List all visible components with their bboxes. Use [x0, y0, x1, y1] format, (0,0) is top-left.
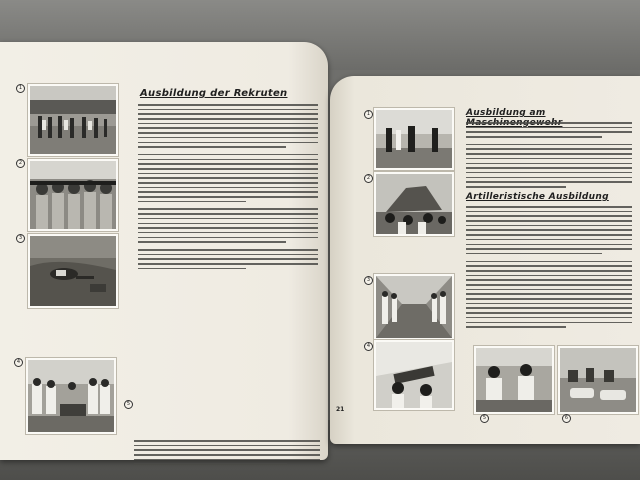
page-number: 21 — [336, 406, 345, 413]
photo-marching-recruits — [28, 84, 118, 156]
right-album-page — [330, 76, 640, 444]
left-album-page — [0, 42, 328, 460]
photo-gunners-loading — [374, 340, 454, 410]
photo-ship-gun-crew — [374, 172, 454, 236]
photo-sailors-with-shells — [474, 346, 554, 414]
photo-number-badge: 6 — [562, 414, 571, 423]
photo-field-exercise — [28, 234, 118, 308]
photo-ship-corridor — [374, 274, 454, 340]
photo-number-badge: 3 — [16, 234, 25, 243]
photo-officers-on-deck — [374, 108, 454, 170]
photo-deck-with-guns — [558, 346, 638, 414]
photo-number-badge: 5 — [480, 414, 489, 423]
photo-number-badge: 4 — [14, 358, 23, 367]
photo-number-badge: 1 — [364, 110, 373, 119]
right-text-block-2 — [466, 206, 632, 331]
left-text-bottom-block — [134, 440, 320, 468]
photo-number-badge: 1 — [16, 84, 25, 93]
right-text-block-1 — [466, 122, 632, 191]
photo-number-badge: 5 — [124, 400, 133, 409]
photo-sailors-in-caps — [28, 159, 118, 231]
photo-deck-instruction — [26, 358, 116, 434]
photo-number-badge: 2 — [16, 159, 25, 168]
right-page-heading-mg: Ausbildung am — [466, 108, 546, 118]
right-page-heading-artillery: Artilleristische Ausbildung — [466, 192, 609, 202]
photo-number-badge: 4 — [364, 342, 373, 351]
photo-number-badge: 2 — [364, 174, 373, 183]
photo-number-badge: 3 — [364, 276, 373, 285]
left-text-column-block-1 — [138, 104, 318, 272]
left-page-heading: Ausbildung der Rekruten — [140, 88, 288, 99]
